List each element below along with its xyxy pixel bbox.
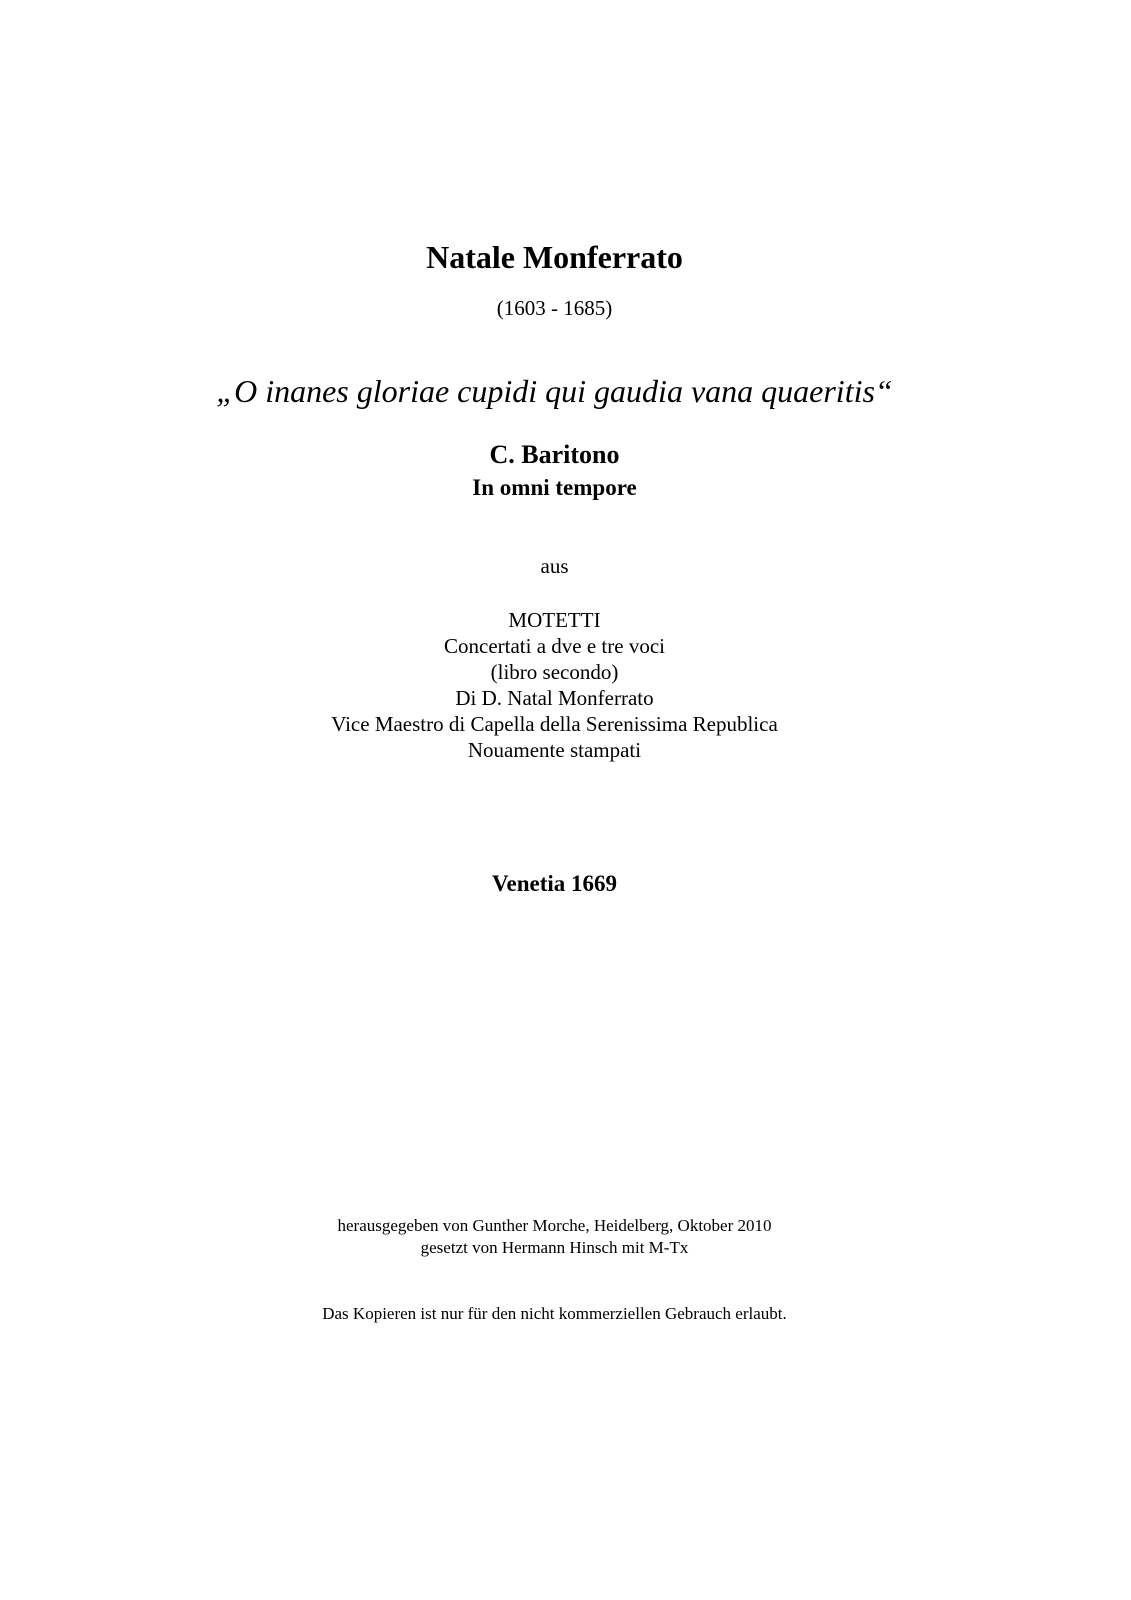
composer-dates: (1603 - 1685) bbox=[496, 296, 613, 320]
source-line: (libro secondo) bbox=[490, 660, 619, 684]
source-line: MOTETTI bbox=[508, 608, 601, 632]
source-line: Vice Maestro di Capella della Serenissima Republica bbox=[331, 712, 778, 736]
editor-credit: herausgegeben von Gunther Morche, Heidelberg, Oktober 2010 bbox=[337, 1216, 772, 1235]
place-year: Venetia 1669 bbox=[491, 871, 617, 896]
aus-label: aus bbox=[540, 554, 569, 578]
source-line: Di D. Natal Monferrato bbox=[455, 686, 654, 710]
typesetter-credit: gesetzt von Hermann Hinsch mit M-Tx bbox=[420, 1238, 689, 1257]
voice-part: C. Baritono bbox=[489, 440, 620, 469]
liturgical-occasion: In omni tempore bbox=[472, 475, 637, 500]
source-line: Nouamente stampati bbox=[467, 738, 642, 762]
motet-title: „O inanes gloriae cupidi qui gaudia vana quaeritis“ bbox=[216, 373, 893, 409]
composer-name: Natale Monferrato bbox=[426, 239, 683, 275]
copyright-notice: Das Kopieren ist nur für den nicht kommerziellen Gebrauch erlaubt. bbox=[322, 1304, 787, 1323]
source-line: Concertati a dve e tre voci bbox=[444, 634, 665, 658]
